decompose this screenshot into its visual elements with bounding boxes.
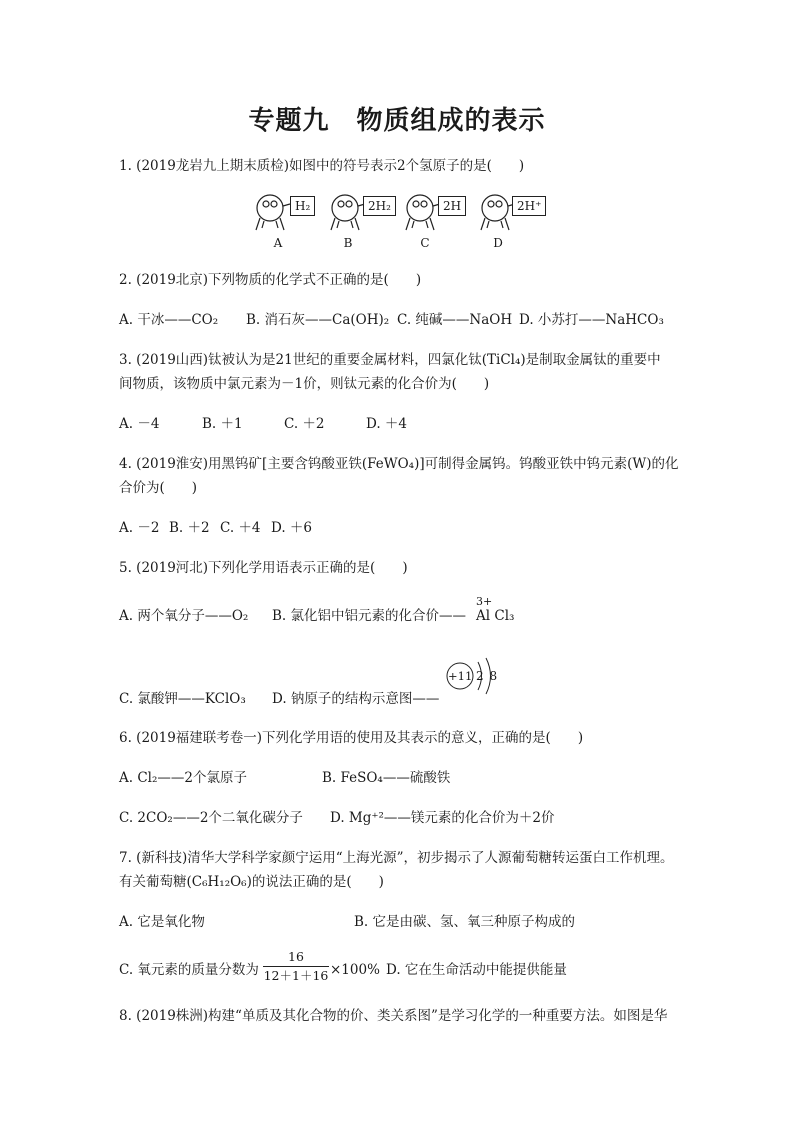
q7-option-c-suffix: ×100% bbox=[330, 962, 380, 978]
question-7-line-2: 有关葡萄糖(C₆H₁₂O₆)的说法正确的是( ) bbox=[119, 874, 384, 890]
question-4-line-1: 4. (2019淮安)用黑钨矿[主要含钨酸亚铁(FeWO₄)]可制得金属钨。钨酸亚铁中钨元素(W)的化 bbox=[119, 456, 679, 472]
q1-label-b: B bbox=[343, 236, 353, 250]
question-3-line-1: 3. (2019山西)钛被认为是21世纪的重要金属材料，四氯化钛(TiCl₄)是制取金属钛的重要中 bbox=[119, 352, 661, 368]
question-1: 1. (2019龙岩九上期末质检)如图中的符号表示2个氢原子的是( ) bbox=[119, 158, 525, 174]
q1-label-c: C bbox=[420, 236, 430, 250]
question-5: 5. (2019河北)下列化学用语表示正确的是( ) bbox=[119, 560, 408, 576]
page-title: 专题九 物质组成的表示 bbox=[248, 106, 546, 136]
q4-option-c: C. ＋4 bbox=[220, 520, 261, 536]
q2-option-d: D. 小苏打——NaHCO₃ bbox=[519, 312, 664, 328]
q4-option-d: D. ＋6 bbox=[271, 520, 313, 536]
q2-option-c: C. 纯碱——NaOH bbox=[397, 312, 513, 328]
q1-symbol-d: 2H⁺ bbox=[512, 196, 546, 216]
question-6: 6. (2019福建联考卷一)下列化学用语的使用及其表示的意义，正确的是( ) bbox=[119, 730, 584, 746]
question-2: 2. (2019北京)下列物质的化学式不正确的是( ) bbox=[119, 272, 422, 288]
q4-option-a: A. －2 bbox=[119, 520, 160, 536]
q1-label-d: D bbox=[493, 236, 503, 250]
q7-fraction bbox=[263, 948, 329, 988]
electron-shells: 2 8 bbox=[476, 669, 498, 683]
q3-option-b: B. ＋1 bbox=[202, 416, 243, 432]
q2-option-a: A. 干冰——CO₂ bbox=[119, 312, 219, 328]
question-4-line-2: 合价为( ) bbox=[119, 480, 198, 496]
q6-option-b: B. FeSO₄——硫酸铁 bbox=[322, 770, 451, 786]
q5-valence: 3+ bbox=[476, 595, 493, 608]
q5-option-d: D. 钠原子的结构示意图—— bbox=[272, 691, 440, 707]
nucleus-charge: +11 bbox=[448, 669, 473, 683]
fraction-numerator: 16 bbox=[288, 949, 304, 964]
q5-formula: Al Cl₃ bbox=[476, 608, 515, 624]
q1-figure bbox=[250, 188, 550, 250]
q7-option-d: D. 它在生命活动中能提供能量 bbox=[386, 962, 567, 978]
question-7-line-1: 7. (新科技)清华大学科学家颜宁运用“上海光源”，初步揭示了人源葡萄糖转运蛋白工作机理。 bbox=[119, 850, 674, 866]
q5-option-c: C. 氯酸钾——KClO₃ bbox=[119, 691, 246, 707]
q1-symbol-a: H₂ bbox=[290, 196, 315, 216]
q4-option-b: B. ＋2 bbox=[169, 520, 210, 536]
q2-option-b: B. 消石灰——Ca(OH)₂ bbox=[246, 312, 390, 328]
q3-option-c: C. ＋2 bbox=[284, 416, 325, 432]
q1-label-a: A bbox=[273, 236, 283, 250]
q7-option-b: B. 它是由碳、氢、氧三种原子构成的 bbox=[354, 914, 576, 930]
q3-option-d: D. ＋4 bbox=[366, 416, 408, 432]
q5-option-b: B. 氯化铝中铝元素的化合价—— bbox=[272, 608, 467, 624]
fraction-denominator: 12＋1＋16 bbox=[263, 968, 329, 983]
question-3-line-2: 间物质，该物质中氯元素为－1价，则钛元素的化合价为( ) bbox=[119, 376, 490, 392]
q7-option-a: A. 它是氧化物 bbox=[119, 914, 205, 930]
q6-option-c: C. 2CO₂——2个二氧化碳分子 bbox=[119, 810, 303, 826]
q1-symbol-b: 2H₂ bbox=[363, 196, 396, 216]
sodium-atom-diagram bbox=[444, 650, 524, 700]
q3-option-a: A. －4 bbox=[119, 416, 160, 432]
q7-option-c-prefix: C. 氧元素的质量分数为 bbox=[119, 962, 259, 978]
question-8: 8. (2019株洲)构建“单质及其化合物的价、类关系图”是学习化学的一种重要方法。如图是华 bbox=[119, 1008, 668, 1024]
q5-option-a: A. 两个氧分子——O₂ bbox=[119, 608, 249, 624]
q6-option-d: D. Mg⁺²——镁元素的化合价为＋2价 bbox=[330, 810, 555, 826]
q1-symbol-c: 2H bbox=[438, 196, 466, 216]
q6-option-a: A. Cl₂——2个氯原子 bbox=[119, 770, 247, 786]
